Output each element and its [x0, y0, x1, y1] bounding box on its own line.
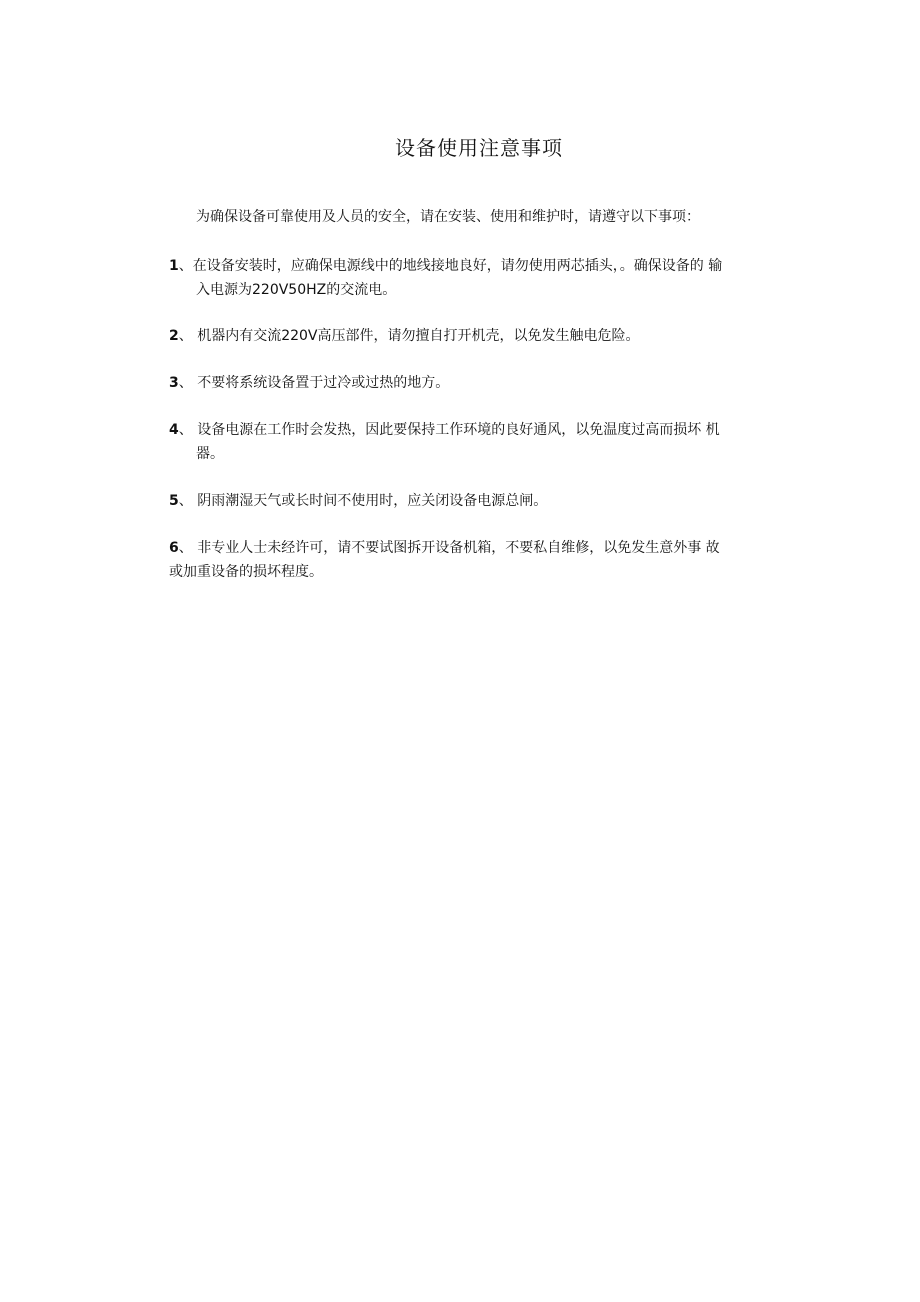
item-text: 、 不要将系统设备置于过冷或过热的地方。 — [178, 375, 450, 391]
item-text: 、 阴雨潮湿天气或长时间不使用时，应关闭设备电源总闸。 — [178, 493, 548, 509]
notice-item-6 — [169, 536, 799, 584]
notice-item-2 — [169, 324, 799, 348]
item-text: 、 机器内有交流220V高压部件，请勿擅自打开机壳，以免发生触电危险。 — [178, 328, 640, 344]
item-text-continued: 入电源为220V50HZ的交流电。 — [196, 282, 397, 298]
item-number: 1 — [169, 258, 179, 274]
document-title: 设备使用注意事项 — [395, 136, 563, 160]
item-number: 3 — [169, 375, 179, 391]
item-number: 4 — [169, 422, 179, 438]
notice-item-5 — [169, 489, 799, 513]
item-text-continued: 器。 — [196, 446, 224, 462]
item-text: 、 非专业人士未经许可，请不要试图拆开设备机箱，不要私自维修，以免发生意外事 故 — [178, 540, 720, 556]
notice-item-1 — [169, 254, 799, 302]
item-text: 、 设备电源在工作时会发热，因此要保持工作环境的良好通风，以免温度过高而损坏 机 — [178, 422, 720, 438]
notice-item-4 — [169, 418, 799, 466]
item-text: 、在设备安装时，应确保电源线中的地线接地良好，请勿使用两芯插头，。确保设备的 输 — [178, 258, 723, 274]
item-number: 6 — [169, 540, 179, 556]
item-number: 2 — [169, 328, 179, 344]
intro-paragraph: 为确保设备可靠使用及人员的安全，请在安装、使用和维护时，请遵守以下事项： — [196, 209, 700, 225]
notice-item-3 — [169, 371, 799, 395]
item-number: 5 — [169, 493, 179, 509]
item-text-continued: 或加重设备的损坏程度。 — [169, 564, 323, 580]
